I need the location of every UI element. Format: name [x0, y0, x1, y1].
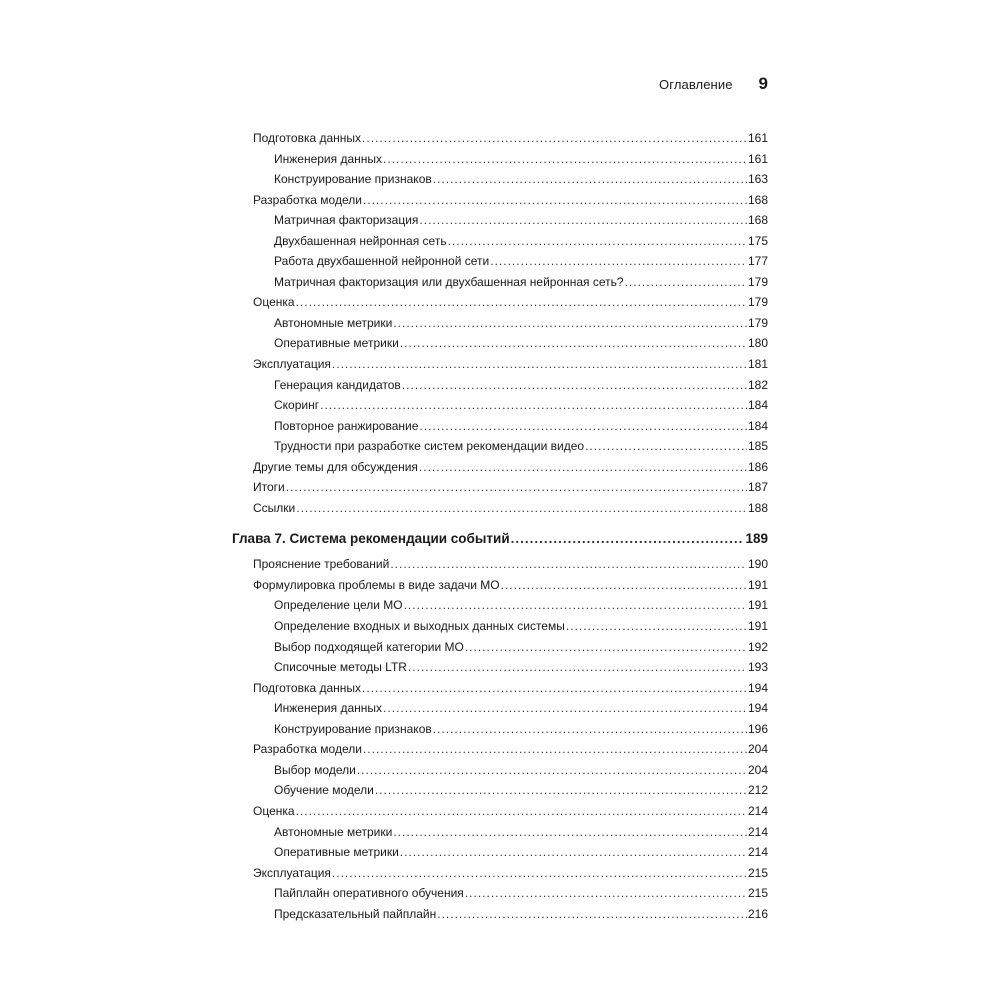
- toc-entry-page: 215: [747, 886, 768, 901]
- toc-entry-page: 184: [747, 398, 768, 413]
- toc-entry: [232, 780, 768, 801]
- dot-leader: [490, 251, 747, 272]
- running-header: [600, 74, 768, 98]
- toc-entry: [232, 169, 768, 190]
- toc-entry-page: 193: [747, 660, 768, 675]
- dot-leader: [625, 272, 747, 293]
- dot-leader: [296, 292, 747, 313]
- toc-entry-title: Конструирование признаков: [274, 172, 432, 187]
- toc-entry: [232, 416, 768, 437]
- toc-entry-title: Генерация кандидатов: [274, 377, 401, 392]
- toc-entry: [232, 863, 768, 884]
- toc-entry: [232, 760, 768, 781]
- toc-entry-title: Инженерия данных: [274, 701, 383, 716]
- dot-leader: [383, 149, 747, 170]
- dot-leader: [363, 190, 747, 211]
- toc-entry: [232, 149, 768, 170]
- dot-leader: [465, 637, 747, 658]
- toc-entry: [232, 354, 768, 375]
- toc-entry: [232, 272, 768, 293]
- toc-entry-page: 180: [747, 336, 768, 351]
- toc-entry: [232, 498, 768, 519]
- toc-entry-page: 179: [747, 315, 768, 330]
- toc-entry: [232, 477, 768, 498]
- toc-entry-title: Работа двухбашенной нейронной сети: [274, 254, 490, 269]
- toc-entry-title: Эксплуатация: [253, 357, 331, 372]
- toc-entry: [232, 436, 768, 457]
- toc-entry-page: 179: [747, 274, 768, 289]
- toc-entry-title: Оценка: [253, 803, 295, 818]
- dot-leader: [390, 554, 747, 575]
- dot-leader: [383, 698, 747, 719]
- toc-entry: [232, 801, 768, 822]
- dot-leader: [363, 739, 747, 760]
- toc-entry-page: 186: [747, 459, 768, 474]
- toc-entry-title: Оценка: [253, 295, 295, 310]
- toc-entry-page: 189: [745, 531, 768, 547]
- toc-entry-title: Эксплуатация: [253, 865, 331, 880]
- toc-entry-page: 190: [747, 557, 768, 572]
- toc-entry-page: 204: [747, 742, 768, 757]
- toc-entry-title: Предсказательный пайплайн: [274, 906, 437, 921]
- dot-leader: [419, 457, 747, 478]
- toc-entry-page: 161: [747, 151, 768, 166]
- toc-entry: [232, 128, 768, 149]
- toc-entry: [232, 595, 768, 616]
- toc-entry-title: Подготовка данных: [253, 680, 362, 695]
- toc-entry-title: Подготовка данных: [253, 131, 362, 145]
- toc-entry: [232, 554, 768, 575]
- toc-entry: [232, 822, 768, 843]
- dot-leader: [296, 498, 747, 519]
- dot-leader: [332, 354, 747, 375]
- toc-entry: [232, 210, 768, 231]
- toc-entry-page: 161: [747, 131, 768, 145]
- dot-leader: [400, 333, 747, 354]
- dot-leader: [465, 883, 747, 904]
- toc-entry-page: 168: [747, 213, 768, 228]
- toc-entry: [232, 678, 768, 699]
- toc-entry: [232, 698, 768, 719]
- toc-entry-page: 175: [747, 233, 768, 248]
- toc-entry-page: 185: [747, 439, 768, 454]
- toc-entry-title: Прояснение требований: [253, 557, 390, 572]
- toc-entry-title: Обучение модели: [274, 783, 374, 798]
- toc-entry: [232, 842, 768, 863]
- toc-entry-page: 168: [747, 192, 768, 207]
- toc-entry: [232, 251, 768, 272]
- dot-leader: [402, 375, 747, 396]
- toc-entry-title: Трудности при разработке систем рекомендации видео: [274, 439, 585, 454]
- toc-entry-page: 196: [747, 721, 768, 736]
- dot-leader: [408, 657, 747, 678]
- dot-leader: [437, 904, 747, 925]
- toc-entry-page: 187: [747, 480, 768, 495]
- dot-leader: [393, 822, 747, 843]
- toc-entry: [232, 719, 768, 740]
- toc-entry-title: Автономные метрики: [274, 824, 393, 839]
- dot-leader: [404, 595, 747, 616]
- toc-entry-page: 191: [747, 598, 768, 613]
- dot-leader: [419, 210, 747, 231]
- toc-entry-title: Автономные метрики: [274, 315, 393, 330]
- toc-entry-title: Инженерия данных: [274, 151, 383, 166]
- dot-leader: [433, 719, 747, 740]
- toc-entry: [232, 657, 768, 678]
- toc-entry-page: 188: [747, 500, 768, 515]
- toc-entry-title: Двухбашенная нейронная сеть: [274, 233, 447, 248]
- toc-entry-title: Определение цели МО: [274, 598, 403, 613]
- toc-entry-page: 216: [747, 906, 768, 921]
- toc-entry-page: 184: [747, 418, 768, 433]
- toc-entry-page: 191: [747, 619, 768, 634]
- dot-leader: [448, 231, 747, 252]
- toc-entry-page: 181: [747, 357, 768, 372]
- toc-entry-title: Скоринг: [274, 398, 320, 413]
- toc-entry-title: Матричная факторизация: [274, 213, 419, 228]
- toc-entry: [232, 333, 768, 354]
- toc-entry-title: Ссылки: [253, 500, 296, 515]
- toc-entry-title: Списочные методы LTR: [274, 660, 407, 675]
- toc-entry: [232, 616, 768, 637]
- dot-leader: [433, 169, 747, 190]
- dot-leader: [332, 863, 747, 884]
- toc-entry: [232, 637, 768, 658]
- toc-entry-page: 214: [747, 824, 768, 839]
- toc-entry-page: 179: [747, 295, 768, 310]
- toc-entry: [232, 457, 768, 478]
- toc-entry-page: 214: [747, 845, 768, 860]
- dot-leader: [566, 616, 747, 637]
- dot-leader: [362, 128, 747, 149]
- toc-entry-title: Глава 7. Система рекомендации событий: [232, 531, 510, 547]
- toc-entry-page: 214: [747, 803, 768, 818]
- toc-entry-title: Выбор подходящей категории МО: [274, 639, 464, 654]
- dot-leader: [511, 524, 745, 554]
- table-of-contents: [232, 128, 768, 924]
- running-header-title: Оглавление: [659, 77, 733, 92]
- toc-entry: [232, 190, 768, 211]
- toc-entry-title: Матричная факторизация или двухбашенная нейронная сеть?: [274, 274, 624, 289]
- toc-entry-page: 215: [747, 865, 768, 880]
- toc-entry: [232, 231, 768, 252]
- toc-entry-page: 191: [747, 577, 768, 592]
- dot-leader: [400, 842, 747, 863]
- dot-leader: [286, 477, 747, 498]
- toc-entry-title: Формулировка проблемы в виде задачи МО: [253, 577, 500, 592]
- toc-entry-title: Определение входных и выходных данных системы: [274, 619, 565, 634]
- dot-leader: [320, 395, 747, 416]
- toc-entry: [232, 739, 768, 760]
- toc-entry-page: 192: [747, 639, 768, 654]
- toc-entry: [232, 883, 768, 904]
- toc-entry-title: Другие темы для обсуждения: [253, 459, 418, 474]
- toc-entry-page: 212: [747, 783, 768, 798]
- toc-entry: [232, 904, 768, 925]
- toc-entry-page: 194: [747, 680, 768, 695]
- dot-leader: [357, 760, 747, 781]
- toc-entry-page: 204: [747, 762, 768, 777]
- toc-entry-title: Выбор модели: [274, 762, 356, 777]
- toc-entry-page: 177: [747, 254, 768, 269]
- page-number: 9: [758, 74, 768, 93]
- dot-leader: [501, 575, 747, 596]
- toc-chapter-entry: [232, 524, 768, 554]
- toc-entry: [232, 375, 768, 396]
- toc-entry-page: 163: [747, 172, 768, 187]
- toc-entry-title: Оперативные метрики: [274, 845, 399, 860]
- toc-entry: [232, 575, 768, 596]
- dot-leader: [296, 801, 747, 822]
- dot-leader: [362, 678, 747, 699]
- dot-leader: [585, 436, 747, 457]
- toc-entry-title: Оперативные метрики: [274, 336, 399, 351]
- toc-entry-title: Пайплайн оперативного обучения: [274, 886, 464, 901]
- toc-entry: [232, 292, 768, 313]
- toc-entry-title: Итоги: [253, 480, 285, 495]
- toc-entry-title: Конструирование признаков: [274, 721, 432, 736]
- toc-entry: [232, 313, 768, 334]
- toc-entry-title: Разработка модели: [253, 192, 362, 207]
- toc-entry: [232, 395, 768, 416]
- dot-leader: [393, 313, 747, 334]
- toc-entry-title: Повторное ранжирование: [274, 418, 419, 433]
- dot-leader: [375, 780, 747, 801]
- toc-entry-title: Разработка модели: [253, 742, 362, 757]
- toc-entry-page: 194: [747, 701, 768, 716]
- toc-entry-page: 182: [747, 377, 768, 392]
- dot-leader: [419, 416, 747, 437]
